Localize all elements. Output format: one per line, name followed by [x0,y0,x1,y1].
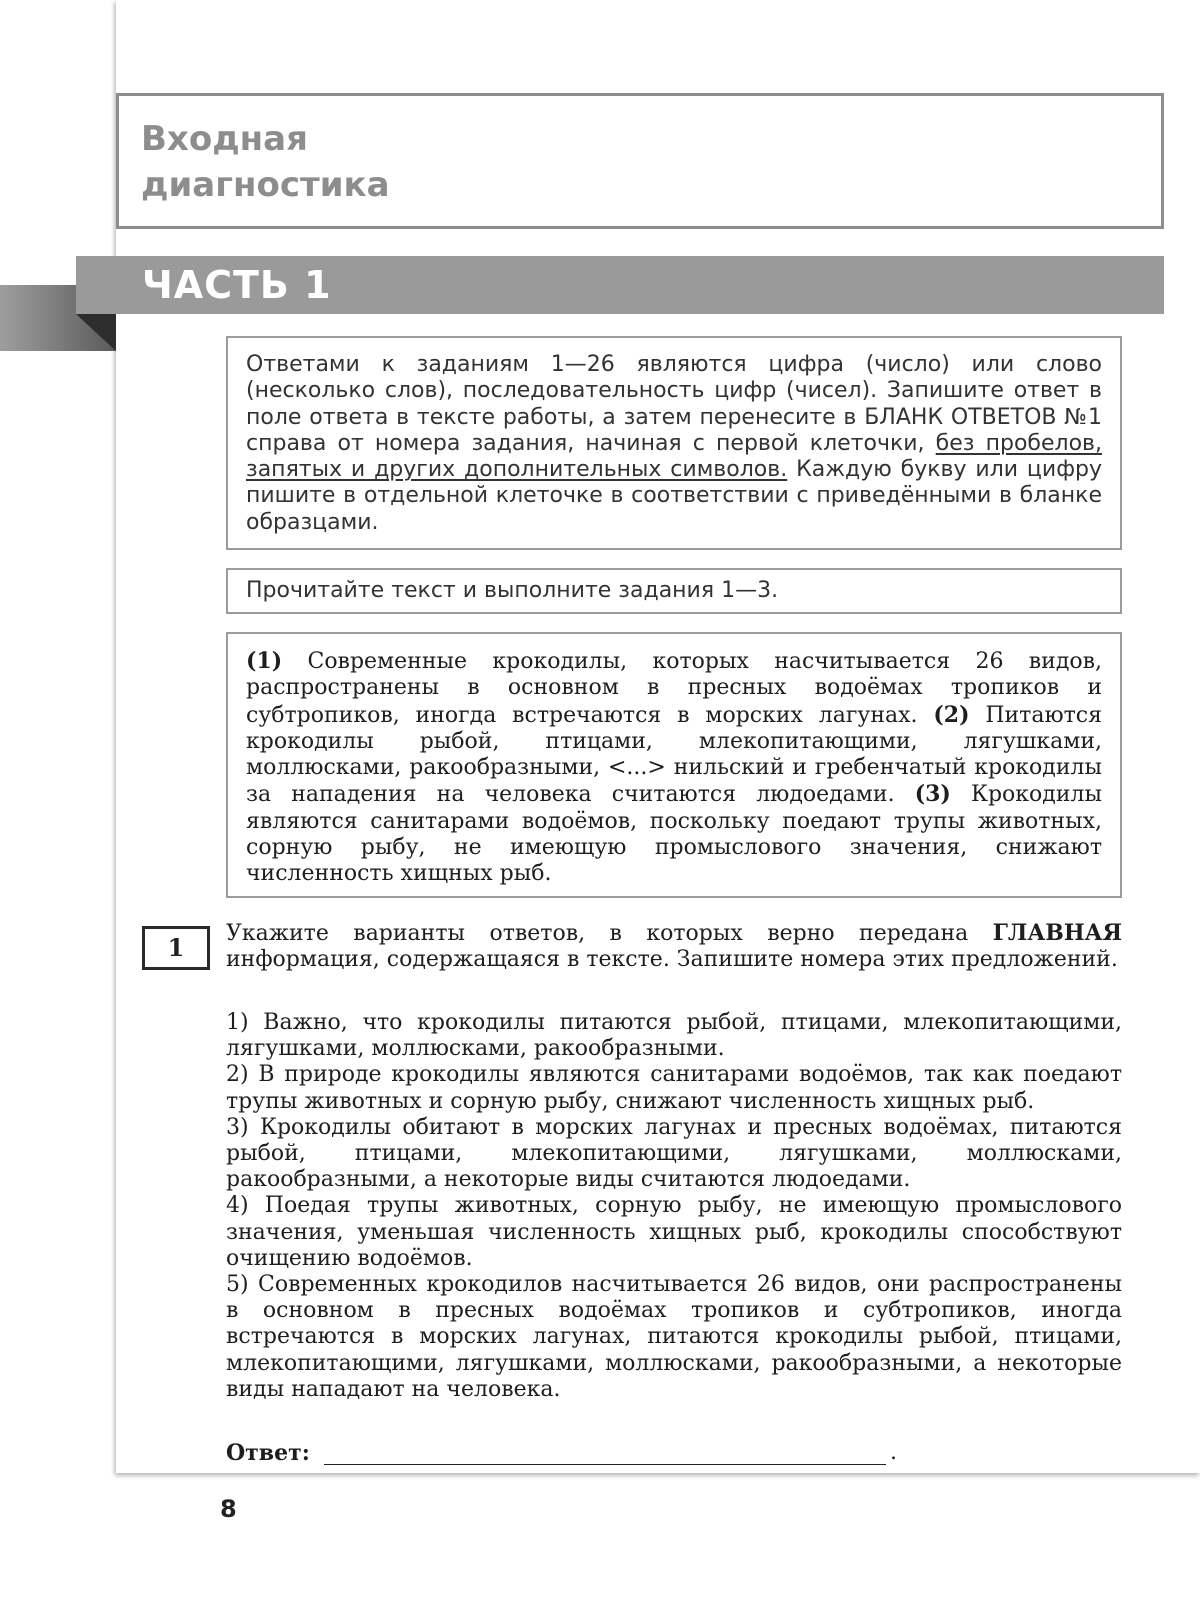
read-prompt-box [226,568,1122,614]
answer-option: 3) Крокодилы обитают в морских лагунах и пресных водоёмах, питаются рыбой, птицами, млекопитающими, лягушками, моллюсками, ракообразными, а некоторые виды считаются людоедами. [226,1114,1122,1193]
question-before: Укажите варианты ответов, в которых верно передана [226,921,993,946]
part-title: ЧАСТЬ 1 [142,263,332,307]
sentence-1-number: (1) [246,648,283,674]
sentence-2: Питаются крокодилы рыбой, птицами, млекопитающими, лягушками, моллюсками, ракообразными, <...> нильский и гребенчатый крокодилы за нападения на человека считаются людоедами. [246,702,1102,808]
answer-option: 1) Важно, что крокодилы питаются рыбой, птицами, млекопитающими, лягушками, моллюсками, ракообразными. [226,1010,1122,1062]
sentence-3: Крокодилы являются санитарами водоёмов, поскольку поедают трупы животных, сорную рыбу, не имеющую промыслового значения, снижают численность хищных рыб. [246,782,1102,887]
passage-text [246,648,1102,888]
passage-box [226,632,1122,898]
sentence-2-number: (2) [933,701,970,728]
answer-option: 2) В природе крокодилы являются санитарами водоёмов, так как поедают трупы животных и сорную рыбу, снижают численность хищных рыб. [226,1062,1122,1114]
section-header-box [116,93,1164,229]
answer-option: 4) Поедая трупы животных, сорную рыбу, не имеющую промыслового значения, уменьшая численность хищных рыб, крокодилы способствуют очищению водоёмов. [226,1193,1122,1271]
answer-field-line[interactable] [324,1464,886,1465]
read-prompt: Прочитайте текст и выполните задания 1—3. [246,578,779,603]
answer-period: . [890,1440,897,1465]
part-band-fold [76,314,116,351]
task-number-badge: 1 [142,926,210,970]
answer-option: 5) Современных крокодилов насчитывается 26 видов, они распространены в основном в пресных водоёмах тропиков и субтропиков, иногда встречаются в морских лагунах, питаются крокодилы рыбой, птицами, млекопитающими, лягушками, моллюсками, ракообразными, а некоторые виды нападают на человека. [226,1272,1122,1402]
page-number: 8 [220,1495,237,1523]
instructions-box [226,336,1122,550]
question-after: информация, содержащаяся в тексте. Запишите номера этих предложений. [226,947,1118,973]
instructions-text-after: Каждую букву или цифру пишите в отдельной клеточке в соответствии с приведёнными в бланке образцами. [246,457,1102,535]
answer-row [226,1440,906,1470]
part-band [76,256,1164,314]
instructions-underlined: без пробелов, запятых и других дополнительных символов. [246,430,1103,483]
task-question [226,920,1122,973]
sentence-1: Современные крокодилы, которых насчитывается 26 видов, распространены в основном в пресных водоёмах тропиков и субтропиков, иногда встречаются в морских лагунах. [246,649,1102,728]
instructions-text-before: Ответами к заданиям 1—26 являются цифра (число) или слово (несколько слов), последовательность цифр (чисел). Запишите ответ в поле ответа в тексте работы, а затем перенесите в БЛАНК ОТВЕТОВ №1 справа от номера задания, начиная с первой клеточки, [246,352,1102,456]
section-title: Входная диагностика [141,119,390,205]
instructions-text [246,352,1102,536]
answer-label: Ответ: [226,1440,310,1466]
question-emphasis: ГЛАВНАЯ [992,920,1122,946]
answer-options-list [226,1010,1122,1403]
sentence-3-number: (3) [914,781,951,808]
